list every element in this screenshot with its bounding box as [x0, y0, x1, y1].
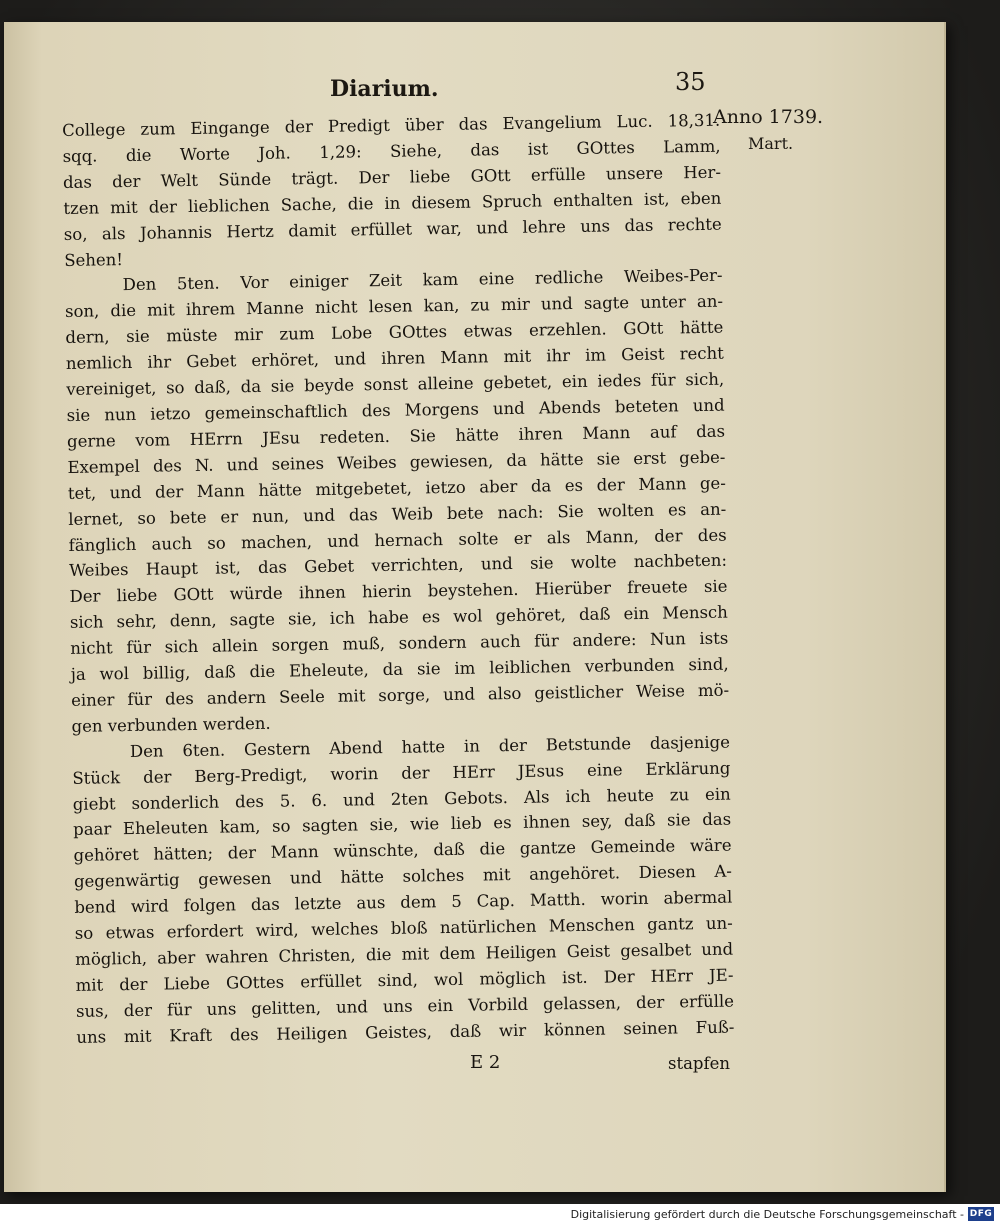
text-line: gehöret hätten; der Mann wünschte, daß die gantze Gemeinde wäre [73, 835, 732, 866]
text-line: bend wird folgen das letzte aus dem 5 Cap. Matth. worin abermal [74, 887, 733, 918]
text-line: gegenwärtig gewesen und hätte solches mit angehöret. Diesen A- [73, 861, 733, 892]
text-line: sus, der für uns gelitten, und uns ein Vorbild gelassen, der erfülle [75, 991, 735, 1021]
text-line: Stück der Berg-Predigt, worin der HErr JEsus eine Erklärung [72, 758, 731, 788]
text-line: möglich, aber wahren Christen, die mit dem Heiligen Geist gesalbet und [75, 939, 734, 969]
text-line: Weibes Haupt ist, das Gebet verrichten, und sie wolte nachbeten: [68, 551, 728, 581]
text-line: gen verbunden werden. [71, 713, 271, 736]
text-line: mit der Liebe GOttes erfüllet sind, wol möglich ist. Der HErr JE- [75, 965, 734, 995]
text-line: ja wol billig, daß die Eheleute, da sie im leiblichen verbunden sind, [70, 654, 729, 684]
text-line: Den 6ten. Gestern Abend hatte in der Betstunde dasjenige [129, 732, 731, 761]
body-text [62, 108, 735, 1051]
text-line: Sehen! [64, 249, 124, 270]
text-line: giebt sonderlich des 5. 6. und 2ten Gebots. Als ich heute zu ein [72, 784, 731, 814]
text-line: sich sehr, denn, sagte sie, ich habe es wol gehöret, daß ein Mensch [69, 602, 728, 633]
text-line: fänglich auch so machen, und hernach solte er als Mann, der des [68, 525, 727, 555]
text-line: das der Welt Sünde trägt. Der liebe GOtt erfülle unsere Her- [62, 162, 722, 192]
text-line: dern, sie müste mir zum Lobe GOttes etwas erzehlen. GOtt hätte [65, 317, 724, 348]
dfg-logo: DFG [969, 1209, 993, 1219]
text-line: sie nun ietzo gemeinschaftlich des Morgens und Abends beteten und [66, 395, 725, 425]
margin-note-date: Anno 1739. [713, 106, 824, 128]
text-line: Der liebe GOtt würde ihnen hierin beystehen. Hierüber freuete sie [69, 576, 728, 607]
text-line: sqq. die Worte Joh. 1,29: Siehe, das ist GOttes Lamm, [62, 136, 721, 166]
text-line: nemlich ihr Gebet erhöret, und ihren Mann mit ihr im Geist recht [65, 343, 724, 374]
text-line: einer für des andern Seele mit sorge, und also geistlicher Weise mö- [70, 680, 730, 710]
text-line: lernet, so bete er nun, und das Weib bete nach: Sie wolten es an- [68, 499, 727, 529]
text-line: tet, und der Mann hätte mitgebetet, ietzo aber da es der Mann ge- [67, 473, 726, 503]
page-number: 35 [675, 68, 706, 96]
footer-credit: Digitalisierung gefördert durch die Deutsche Forschungsgemeinschaft - [570, 1208, 964, 1221]
running-head: Diarium. [330, 76, 439, 102]
text-line: so, als Johannis Hertz damit erfüllet war, und lehre uns das rechte [63, 214, 722, 244]
text-line: Exempel des N. und seines Weibes gewiesen, da hätte sie erst gebe- [67, 447, 726, 477]
text-line: son, die mit ihrem Manne nicht lesen kan, zu mir und sagte unter an- [64, 291, 724, 322]
catchword: stapfen [668, 1054, 730, 1073]
text-line: uns mit Kraft des Heiligen Geistes, daß wir können seinen Fuß- [76, 1017, 735, 1047]
text-line: paar Eheleuten kam, so sagten sie, wie lieb es ihnen sey, daß sie das [73, 810, 732, 840]
text-line: tzen mit der lieblichen Sache, die in diesem Spruch enthalten ist, eben [63, 188, 722, 218]
text-line: vereiniget, so daß, da sie beyde sonst alleine gebetet, ein iedes für sich, [66, 369, 725, 400]
text-line: nicht für sich allein sorgen muß, sondern auch für andere: Nun ists [70, 628, 729, 659]
signature-mark: E 2 [470, 1052, 501, 1073]
text-line: Den 5ten. Vor einiger Zeit kam eine redliche Weibes-Per- [122, 266, 723, 295]
text-line: gerne vom HErrn JEsu redeten. Sie hätte ihren Mann auf das [66, 421, 726, 451]
text-line: so etwas erfordert wird, welches bloß natürlichen Menschen gantz un- [74, 913, 733, 943]
margin-note-month: Mart. [748, 134, 794, 153]
text-line: College zum Eingange der Predigt über das Evangelium Luc. 18,31. [62, 110, 721, 140]
